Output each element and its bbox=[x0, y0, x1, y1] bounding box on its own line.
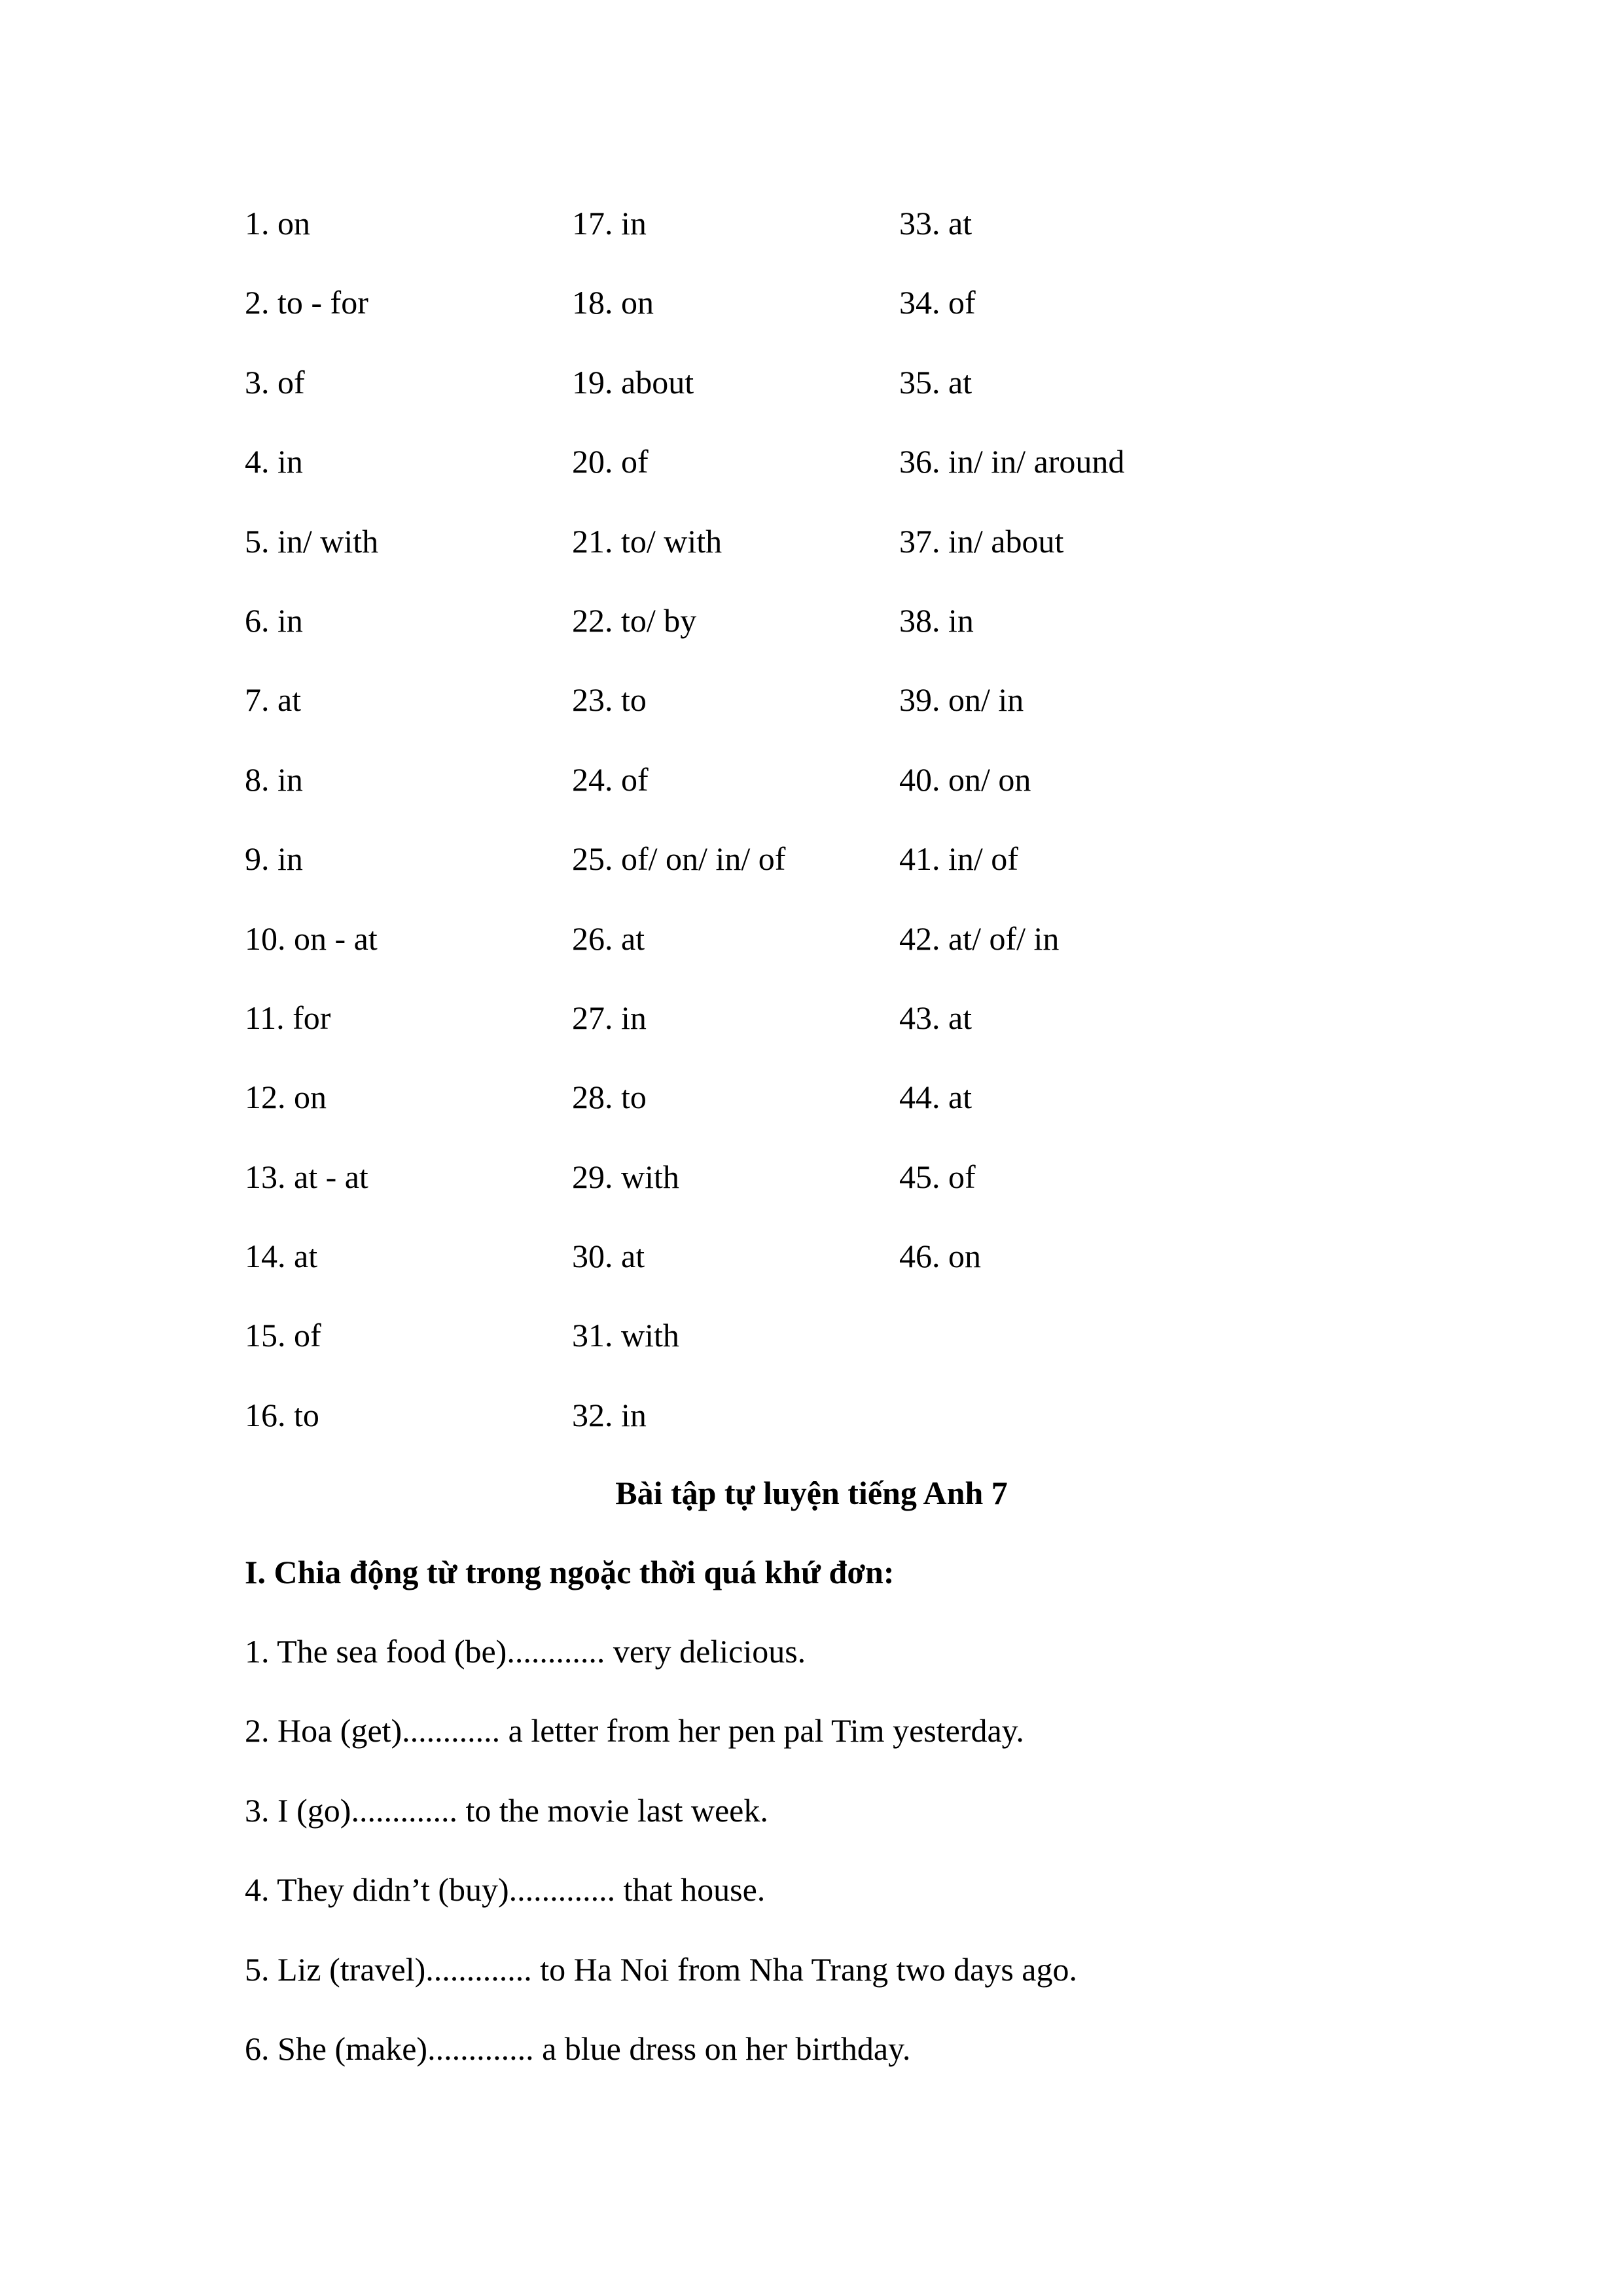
answer-item: 44. at bbox=[899, 1079, 972, 1116]
answer-item: 22. to/ by bbox=[572, 601, 697, 639]
answer-item: 24. of bbox=[572, 761, 649, 798]
answer-item: 12. on bbox=[245, 1079, 327, 1116]
answer-item: 34. of bbox=[899, 284, 976, 321]
page-title: Bài tập tự luyện tiếng Anh 7 bbox=[615, 1475, 1008, 1511]
answer-item: 23. to bbox=[572, 681, 647, 719]
answer-item: 37. in/ about bbox=[899, 522, 1064, 560]
answer-item: 8. in bbox=[245, 761, 303, 798]
answer-row bbox=[245, 441, 1357, 520]
answer-item: 7. at bbox=[245, 681, 302, 719]
answer-item: 19. about bbox=[572, 363, 694, 401]
answer-item: 16. to bbox=[245, 1396, 319, 1433]
answer-row bbox=[245, 1236, 1357, 1315]
answer-row bbox=[245, 521, 1357, 600]
answer-item: 20. of bbox=[572, 443, 649, 480]
answer-row bbox=[245, 918, 1357, 997]
answer-item: 21. to/ with bbox=[572, 522, 722, 560]
answer-item: 26. at bbox=[572, 920, 645, 957]
answer-row bbox=[245, 1395, 1357, 1474]
exercise-item: 5. Liz (travel)............. to Ha Noi from Nha Trang two days ago. bbox=[245, 1950, 1077, 1988]
answer-item: 18. on bbox=[572, 284, 654, 321]
answer-row bbox=[245, 759, 1357, 838]
answer-item: 32. in bbox=[572, 1396, 647, 1433]
answer-item: 4. in bbox=[245, 443, 303, 480]
answer-row bbox=[245, 600, 1357, 679]
answer-item: 1. on bbox=[245, 205, 310, 242]
answer-item: 27. in bbox=[572, 999, 647, 1036]
exercise-list bbox=[245, 1631, 1423, 2108]
answer-item: 46. on bbox=[899, 1238, 981, 1275]
answer-item: 13. at - at bbox=[245, 1158, 368, 1195]
answer-row bbox=[245, 679, 1357, 759]
answer-item: 45. of bbox=[899, 1158, 976, 1195]
answer-item: 33. at bbox=[899, 205, 972, 242]
section-heading: I. Chia động từ trong ngoặc thời quá khứ đơn: bbox=[245, 1554, 895, 1590]
answer-item: 14. at bbox=[245, 1238, 318, 1275]
answer-item: 25. of/ on/ in/ of bbox=[572, 840, 786, 878]
answer-item: 2. to - for bbox=[245, 284, 368, 321]
answer-item: 11. for bbox=[245, 999, 331, 1036]
answer-item: 42. at/ of/ in bbox=[899, 920, 1060, 957]
answer-key-grid bbox=[245, 203, 1357, 1474]
answer-item: 29. with bbox=[572, 1158, 679, 1195]
answer-item: 41. in/ of bbox=[899, 840, 1018, 878]
answer-item: 6. in bbox=[245, 601, 303, 639]
answer-item: 39. on/ in bbox=[899, 681, 1024, 719]
answer-row bbox=[245, 997, 1357, 1077]
exercise-item: 4. They didn’t (buy)............. that house. bbox=[245, 1871, 766, 1909]
answer-row bbox=[245, 1077, 1357, 1156]
exercise-item: 1. The sea food (be)............ very delicious. bbox=[245, 1633, 806, 1670]
answer-item: 30. at bbox=[572, 1238, 645, 1275]
answer-item: 43. at bbox=[899, 999, 972, 1036]
answer-item: 38. in bbox=[899, 601, 974, 639]
exercise-item: 2. Hoa (get)............ a letter from her pen pal Tim yesterday. bbox=[245, 1712, 1024, 1749]
answer-item: 10. on - at bbox=[245, 920, 378, 957]
answer-item: 31. with bbox=[572, 1317, 679, 1354]
answer-row bbox=[245, 838, 1357, 918]
answer-item: 36. in/ in/ around bbox=[899, 443, 1125, 480]
answer-item: 40. on/ on bbox=[899, 761, 1031, 798]
answer-item: 5. in/ with bbox=[245, 522, 379, 560]
answer-row bbox=[245, 362, 1357, 441]
answer-row bbox=[245, 1315, 1357, 1394]
exercise-item: 6. She (make)............. a blue dress on her birthday. bbox=[245, 2030, 911, 2067]
answer-item: 17. in bbox=[572, 205, 647, 242]
exercise-item: 3. I (go)............. to the movie last week. bbox=[245, 1791, 768, 1829]
answer-item: 28. to bbox=[572, 1079, 647, 1116]
answer-item: 15. of bbox=[245, 1317, 321, 1354]
answer-row bbox=[245, 203, 1357, 282]
answer-row bbox=[245, 1157, 1357, 1236]
answer-item: 3. of bbox=[245, 363, 305, 401]
answer-item: 9. in bbox=[245, 840, 303, 878]
answer-item: 35. at bbox=[899, 363, 972, 401]
answer-row bbox=[245, 282, 1357, 361]
